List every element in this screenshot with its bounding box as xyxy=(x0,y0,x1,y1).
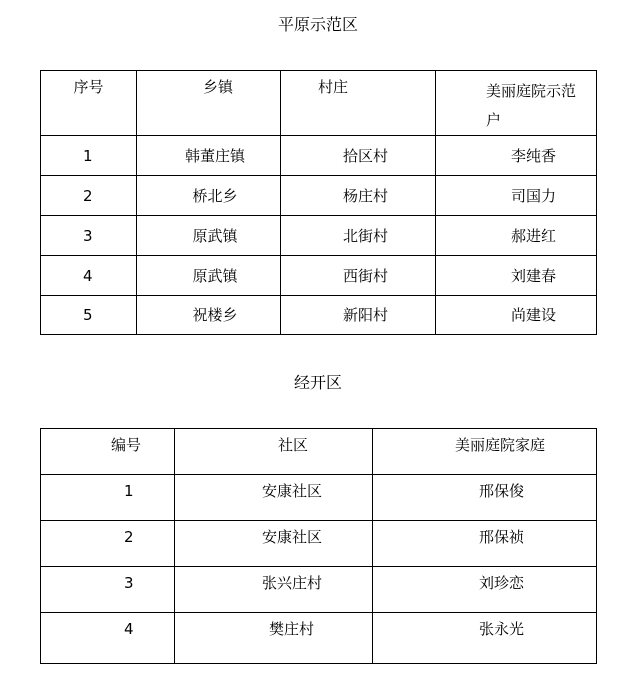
cell-household: 尚建设 xyxy=(436,296,597,335)
cell-village: 新阳村 xyxy=(281,296,436,335)
table-row xyxy=(41,296,597,335)
cell-household: 刘建春 xyxy=(436,256,597,296)
cell-serial: 1 xyxy=(41,136,137,176)
cell-family: 邢保俊 xyxy=(373,475,597,521)
cell-community: 安康社区 xyxy=(175,521,373,567)
table-row xyxy=(41,256,597,296)
table-header-row xyxy=(41,71,597,136)
cell-family: 张永光 xyxy=(373,613,597,664)
cell-township: 韩董庄镇 xyxy=(137,136,281,176)
cell-number: 3 xyxy=(41,567,175,613)
table-row xyxy=(41,567,597,613)
cell-village: 北街村 xyxy=(281,216,436,256)
cell-serial: 3 xyxy=(41,216,137,256)
cell-township: 桥北乡 xyxy=(137,176,281,216)
cell-household: 司国力 xyxy=(436,176,597,216)
cell-community: 张兴庄村 xyxy=(175,567,373,613)
cell-family: 邢保祯 xyxy=(373,521,597,567)
cell-serial: 2 xyxy=(41,176,137,216)
cell-family: 刘珍恋 xyxy=(373,567,597,613)
cell-community: 安康社区 xyxy=(175,475,373,521)
table-header-row xyxy=(41,429,597,475)
cell-township: 祝楼乡 xyxy=(137,296,281,335)
cell-household: 郝进红 xyxy=(436,216,597,256)
cell-village: 拾区村 xyxy=(281,136,436,176)
section-title-jingkai: 经开区 xyxy=(293,373,342,392)
section-title-pingyuan: 平原示范区 xyxy=(277,15,358,34)
cell-number: 2 xyxy=(41,521,175,567)
cell-community: 樊庄村 xyxy=(175,613,373,664)
table-row xyxy=(41,216,597,256)
cell-township: 原武镇 xyxy=(137,216,281,256)
table-row xyxy=(41,136,597,176)
table-pingyuan xyxy=(40,70,597,335)
cell-village: 杨庄村 xyxy=(281,176,436,216)
cell-number: 4 xyxy=(41,613,175,664)
header-serial: 序号 xyxy=(41,71,137,136)
cell-household: 李纯香 xyxy=(436,136,597,176)
header-number: 编号 xyxy=(41,429,175,475)
header-family: 美丽庭院家庭 xyxy=(373,429,597,475)
cell-serial: 4 xyxy=(41,256,137,296)
header-village: 村庄 xyxy=(281,71,436,136)
table-row xyxy=(41,521,597,567)
table-row xyxy=(41,475,597,521)
cell-serial: 5 xyxy=(41,296,137,335)
table-row xyxy=(41,613,597,664)
cell-village: 西街村 xyxy=(281,256,436,296)
cell-township: 原武镇 xyxy=(137,256,281,296)
table-row xyxy=(41,176,597,216)
table-jingkai xyxy=(40,428,597,664)
header-township: 乡镇 xyxy=(137,71,281,136)
cell-number: 1 xyxy=(41,475,175,521)
header-demo-household: 美丽庭院示范户 xyxy=(436,71,597,136)
header-community: 社区 xyxy=(175,429,373,475)
